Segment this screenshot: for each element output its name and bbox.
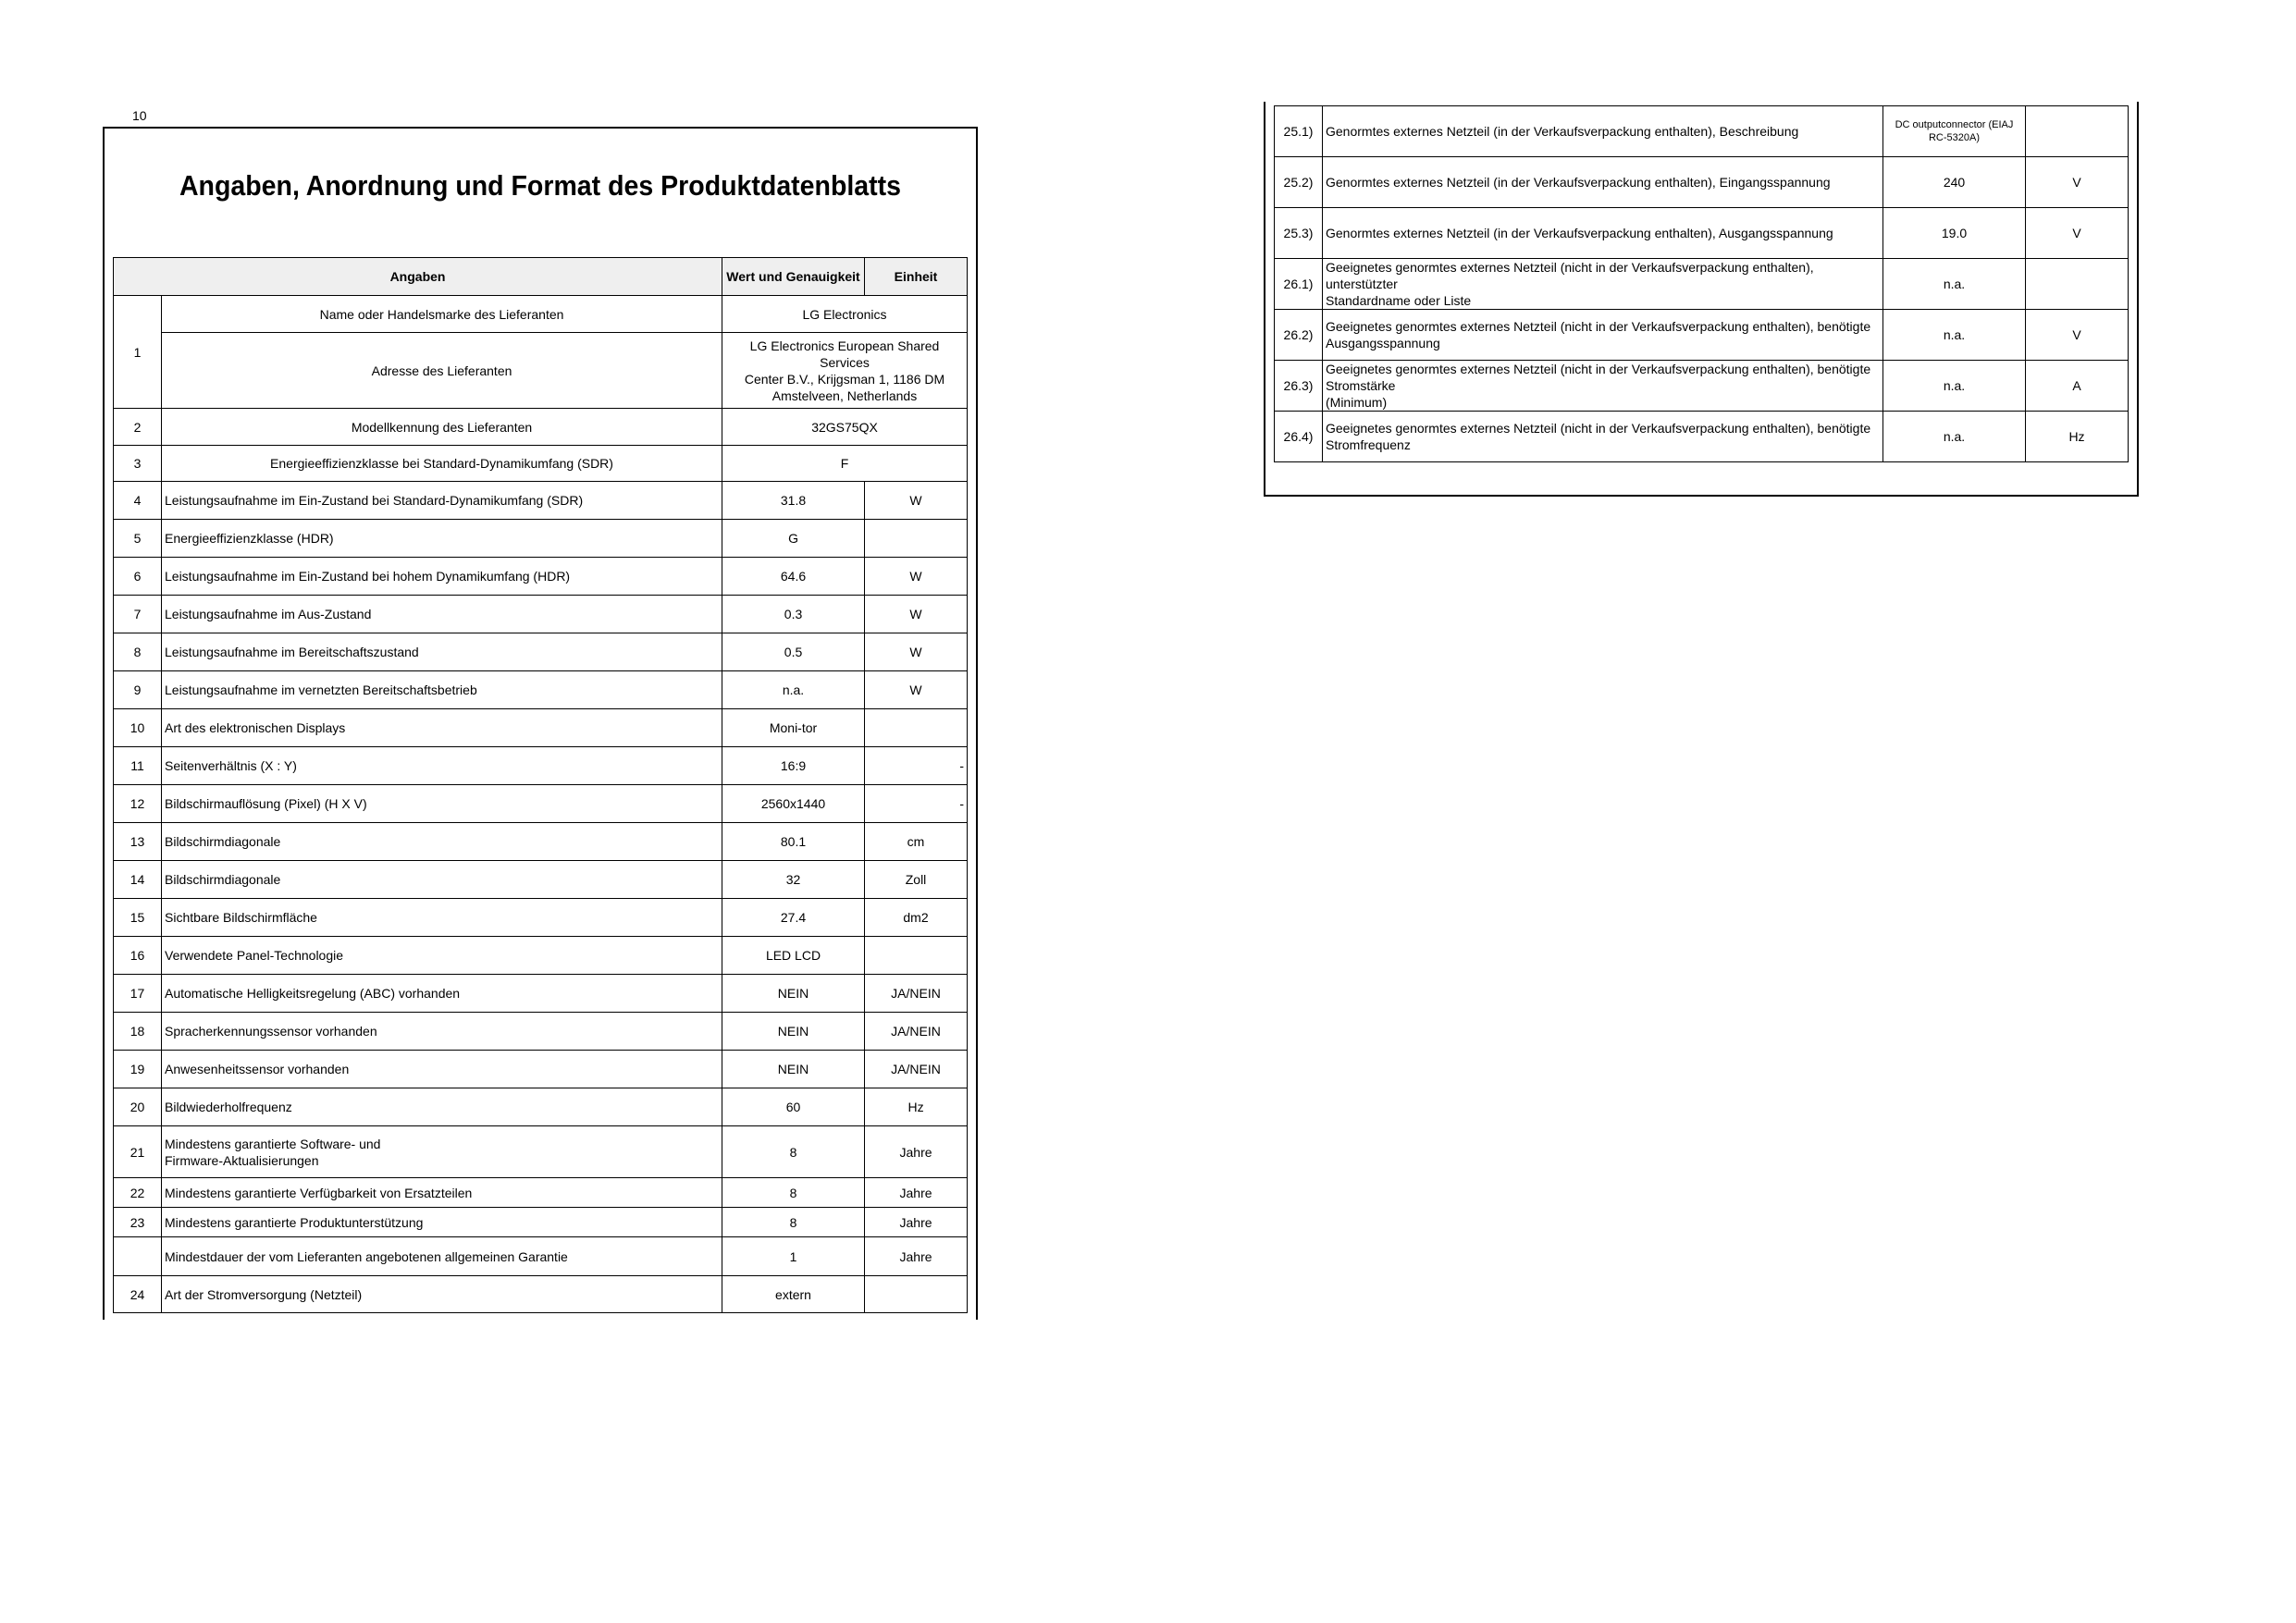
row-value: F bbox=[722, 446, 968, 482]
row-number: 8 bbox=[114, 633, 162, 671]
row-value: LG Electronics bbox=[722, 296, 968, 333]
header-angaben: Angaben bbox=[114, 258, 722, 296]
row-value: NEIN bbox=[722, 1051, 865, 1088]
label-line: Genormtes externes Netzteil (in der Verkaufsverpackung enthalten), Beschreibung bbox=[1326, 124, 1799, 139]
table-row bbox=[114, 596, 968, 633]
table-header-row bbox=[114, 258, 968, 296]
address-line: Amstelveen, Netherlands bbox=[772, 387, 918, 403]
row-number: 22 bbox=[114, 1178, 162, 1208]
row-label bbox=[162, 1126, 722, 1178]
row-value: 8 bbox=[722, 1178, 865, 1208]
table-row bbox=[1275, 106, 2129, 157]
row-value: G bbox=[722, 520, 865, 558]
row-label: Art des elektronischen Displays bbox=[162, 709, 722, 747]
label-line: Geeignetes genormtes externes Netzteil (nicht in der Verkaufsverpackung enthalten), unterstützter bbox=[1326, 260, 1814, 291]
table-row bbox=[114, 1088, 968, 1126]
label-line: Standardname oder Liste bbox=[1326, 293, 1472, 308]
row-label: Leistungsaufnahme im Ein-Zustand bei Standard-Dynamikumfang (SDR) bbox=[162, 482, 722, 520]
row-unit: Jahre bbox=[865, 1178, 968, 1208]
row-label bbox=[1323, 361, 1883, 412]
row-number: 14 bbox=[114, 861, 162, 899]
row-unit bbox=[2026, 106, 2129, 157]
row-label: Bildschirmdiagonale bbox=[162, 861, 722, 899]
row-label bbox=[1323, 259, 1883, 310]
table-row bbox=[1275, 157, 2129, 208]
row-number: 15 bbox=[114, 899, 162, 937]
row-label: Energieeffizienzklasse bei Standard-Dynamikumfang (SDR) bbox=[162, 446, 722, 482]
header-wert: Wert und Genauigkeit bbox=[722, 258, 865, 296]
row-value: DC outputconnector (EIAJ RC-5320A) bbox=[1883, 106, 2026, 157]
table-row bbox=[114, 785, 968, 823]
row-label: Mindestdauer der vom Lieferanten angebotenen allgemeinen Garantie bbox=[162, 1237, 722, 1276]
row-value: Moni-tor bbox=[722, 709, 865, 747]
table-row bbox=[114, 709, 968, 747]
table-row bbox=[1275, 361, 2129, 412]
row-label: Seitenverhältnis (X : Y) bbox=[162, 747, 722, 785]
row-number: 26.1) bbox=[1275, 259, 1323, 310]
row-value: 32 bbox=[722, 861, 865, 899]
row-unit: Zoll bbox=[865, 861, 968, 899]
row-unit: W bbox=[865, 633, 968, 671]
row-label bbox=[1323, 208, 1883, 259]
row-value: 8 bbox=[722, 1208, 865, 1237]
row-value: 0.3 bbox=[722, 596, 865, 633]
row-unit: Jahre bbox=[865, 1208, 968, 1237]
row-unit: V bbox=[2026, 157, 2129, 208]
row-value: 27.4 bbox=[722, 899, 865, 937]
row-number: 7 bbox=[114, 596, 162, 633]
row-unit: JA/NEIN bbox=[865, 1051, 968, 1088]
table-row bbox=[1275, 259, 2129, 310]
row-label: Leistungsaufnahme im Bereitschaftszustand bbox=[162, 633, 722, 671]
row-label: Anwesenheitssensor vorhanden bbox=[162, 1051, 722, 1088]
row-unit: Jahre bbox=[865, 1126, 968, 1178]
row-label: Spracherkennungssensor vorhanden bbox=[162, 1013, 722, 1051]
table-row bbox=[114, 899, 968, 937]
address-line: LG Electronics European Shared Services bbox=[749, 338, 940, 370]
table-row bbox=[114, 633, 968, 671]
row-value: LED LCD bbox=[722, 937, 865, 975]
row-unit: W bbox=[865, 482, 968, 520]
row-number: 25.2) bbox=[1275, 157, 1323, 208]
address-line: Center B.V., Krijgsman 1, 1186 DM bbox=[744, 371, 945, 387]
table-row bbox=[114, 333, 968, 409]
table-row bbox=[1275, 310, 2129, 361]
table-row bbox=[114, 1013, 968, 1051]
row-label: Bildschirmauflösung (Pixel) (H X V) bbox=[162, 785, 722, 823]
table-row bbox=[114, 1208, 968, 1237]
label-line: Geeignetes genormtes externes Netzteil (nicht in der Verkaufsverpackung enthalten), benötigte bbox=[1326, 319, 1871, 334]
table-row bbox=[114, 1051, 968, 1088]
row-unit: V bbox=[2026, 208, 2129, 259]
label-line: Geeignetes genormtes externes Netzteil (nicht in der Verkaufsverpackung enthalten), benötigte Stromstärke bbox=[1326, 362, 1871, 393]
row-number: 12 bbox=[114, 785, 162, 823]
row-value: 19.0 bbox=[1883, 208, 2026, 259]
row-unit: W bbox=[865, 596, 968, 633]
row-unit: W bbox=[865, 671, 968, 709]
row-number: 16 bbox=[114, 937, 162, 975]
row-value: 0.5 bbox=[722, 633, 865, 671]
row-label: Energieeffizienzklasse (HDR) bbox=[162, 520, 722, 558]
table-row bbox=[114, 520, 968, 558]
row-number: 17 bbox=[114, 975, 162, 1013]
row-number: 10 bbox=[114, 709, 162, 747]
row-number: 3 bbox=[114, 446, 162, 482]
row-label: Mindestens garantierte Produktunterstützung bbox=[162, 1208, 722, 1237]
row-unit bbox=[2026, 259, 2129, 310]
row-number: 6 bbox=[114, 558, 162, 596]
row-label: Modellkennung des Lieferanten bbox=[162, 409, 722, 446]
row-value: 16:9 bbox=[722, 747, 865, 785]
row-number: 4 bbox=[114, 482, 162, 520]
row-value: 31.8 bbox=[722, 482, 865, 520]
row-unit: Jahre bbox=[865, 1237, 968, 1276]
row-value bbox=[722, 333, 968, 409]
table-row bbox=[114, 1126, 968, 1178]
row-number: 21 bbox=[114, 1126, 162, 1178]
row-number: 19 bbox=[114, 1051, 162, 1088]
row-unit: Hz bbox=[2026, 412, 2129, 462]
label-line: (Minimum) bbox=[1326, 395, 1388, 410]
table-row bbox=[114, 482, 968, 520]
row-label bbox=[1323, 412, 1883, 462]
row-number: 24 bbox=[114, 1276, 162, 1313]
table-row bbox=[1275, 412, 2129, 462]
row-label bbox=[1323, 310, 1883, 361]
row-unit: - bbox=[865, 747, 968, 785]
table-row bbox=[114, 823, 968, 861]
row-value: 1 bbox=[722, 1237, 865, 1276]
row-label: Art der Stromversorgung (Netzteil) bbox=[162, 1276, 722, 1313]
row-value: 64.6 bbox=[722, 558, 865, 596]
table-row bbox=[114, 747, 968, 785]
table-row bbox=[114, 1276, 968, 1313]
row-value: n.a. bbox=[722, 671, 865, 709]
row-number: 20 bbox=[114, 1088, 162, 1126]
label-line: Ausgangsspannung bbox=[1326, 336, 1440, 350]
row-number: 1 bbox=[114, 296, 162, 409]
table-row bbox=[114, 671, 968, 709]
row-number bbox=[114, 1237, 162, 1276]
row-label: Leistungsaufnahme im Aus-Zustand bbox=[162, 596, 722, 633]
label-line: Genormtes externes Netzteil (in der Verkaufsverpackung enthalten), Eingangsspannung bbox=[1326, 175, 1831, 190]
row-label: Bildschirmdiagonale bbox=[162, 823, 722, 861]
row-unit: dm2 bbox=[865, 899, 968, 937]
page-title: Angaben, Anordnung und Format des Produktdatenblatts bbox=[179, 169, 902, 202]
row-unit: - bbox=[865, 785, 968, 823]
row-value: n.a. bbox=[1883, 412, 2026, 462]
row-number: 11 bbox=[114, 747, 162, 785]
row-label: Automatische Helligkeitsregelung (ABC) vorhanden bbox=[162, 975, 722, 1013]
row-number: 23 bbox=[114, 1208, 162, 1237]
row-value: NEIN bbox=[722, 975, 865, 1013]
label-line: Firmware-Aktualisierungen bbox=[165, 1152, 319, 1168]
row-unit: JA/NEIN bbox=[865, 1013, 968, 1051]
row-label: Leistungsaufnahme im Ein-Zustand bei hohem Dynamikumfang (HDR) bbox=[162, 558, 722, 596]
row-number: 18 bbox=[114, 1013, 162, 1051]
row-unit: Hz bbox=[865, 1088, 968, 1126]
row-number: 5 bbox=[114, 520, 162, 558]
power-supply-table bbox=[1274, 105, 2129, 462]
row-value: n.a. bbox=[1883, 259, 2026, 310]
row-unit: JA/NEIN bbox=[865, 975, 968, 1013]
table-row bbox=[114, 558, 968, 596]
row-value: 2560x1440 bbox=[722, 785, 865, 823]
page-number: 10 bbox=[132, 108, 147, 123]
product-data-table bbox=[113, 257, 968, 1313]
row-unit: V bbox=[2026, 310, 2129, 361]
row-number: 2 bbox=[114, 409, 162, 446]
row-value: 80.1 bbox=[722, 823, 865, 861]
label-line: Genormtes externes Netzteil (in der Verkaufsverpackung enthalten), Ausgangsspannung bbox=[1326, 226, 1833, 240]
row-label bbox=[1323, 106, 1883, 157]
row-value: 60 bbox=[722, 1088, 865, 1126]
row-label: Sichtbare Bildschirmfläche bbox=[162, 899, 722, 937]
row-value: extern bbox=[722, 1276, 865, 1313]
row-label: Bildwiederholfrequenz bbox=[162, 1088, 722, 1126]
row-unit bbox=[865, 937, 968, 975]
table-row bbox=[1275, 208, 2129, 259]
row-number: 26.2) bbox=[1275, 310, 1323, 361]
row-unit: A bbox=[2026, 361, 2129, 412]
header-einheit: Einheit bbox=[865, 258, 968, 296]
row-unit bbox=[865, 709, 968, 747]
row-label: Mindestens garantierte Verfügbarkeit von Ersatzteilen bbox=[162, 1178, 722, 1208]
table-row bbox=[114, 861, 968, 899]
table-row bbox=[114, 1237, 968, 1276]
table-row bbox=[114, 409, 968, 446]
row-value: NEIN bbox=[722, 1013, 865, 1051]
row-number: 25.1) bbox=[1275, 106, 1323, 157]
table-row bbox=[114, 975, 968, 1013]
row-number: 25.3) bbox=[1275, 208, 1323, 259]
row-number: 13 bbox=[114, 823, 162, 861]
row-label: Verwendete Panel-Technologie bbox=[162, 937, 722, 975]
row-value: n.a. bbox=[1883, 310, 2026, 361]
row-number: 26.3) bbox=[1275, 361, 1323, 412]
row-unit: W bbox=[865, 558, 968, 596]
row-value: 240 bbox=[1883, 157, 2026, 208]
table-row bbox=[114, 446, 968, 482]
table-row bbox=[114, 937, 968, 975]
row-label: Adresse des Lieferanten bbox=[162, 333, 722, 409]
row-label bbox=[1323, 157, 1883, 208]
table-row bbox=[114, 296, 968, 333]
row-value: 32GS75QX bbox=[722, 409, 968, 446]
row-value: n.a. bbox=[1883, 361, 2026, 412]
label-line: Mindestens garantierte Software- und bbox=[165, 1136, 381, 1151]
row-unit bbox=[865, 1276, 968, 1313]
row-value: 8 bbox=[722, 1126, 865, 1178]
row-unit bbox=[865, 520, 968, 558]
row-number: 26.4) bbox=[1275, 412, 1323, 462]
row-number: 9 bbox=[114, 671, 162, 709]
row-label: Name oder Handelsmarke des Lieferanten bbox=[162, 296, 722, 333]
row-unit: cm bbox=[865, 823, 968, 861]
table-row bbox=[114, 1178, 968, 1208]
label-line: Geeignetes genormtes externes Netzteil (nicht in der Verkaufsverpackung enthalten), benötigte Stromfrequenz bbox=[1326, 421, 1871, 452]
row-label: Leistungsaufnahme im vernetzten Bereitschaftsbetrieb bbox=[162, 671, 722, 709]
